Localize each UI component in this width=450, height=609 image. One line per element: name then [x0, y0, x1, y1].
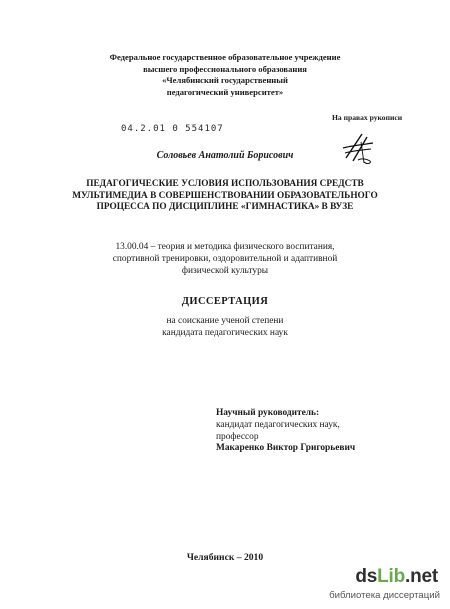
institution-line-1: Федеральное государственное образовательное учреждение: [109, 52, 341, 62]
author-name: Соловьев Анатолий Борисович: [156, 150, 294, 161]
logo-net: .net: [405, 566, 438, 587]
degree-line-2: кандидата педагогических наук: [162, 328, 288, 338]
supervisor-name: Макаренко Виктор Григорьевич: [216, 443, 356, 454]
degree-line-1: на соискание ученой степени: [166, 316, 284, 326]
specialty-line-2: спортивной тренировки, оздоровительной и адаптивной: [112, 254, 338, 264]
institution-line-2: высшего профессионального образования: [143, 63, 307, 74]
specialty-line-1: 13.00.04 – теория и методика физического воспитания,: [115, 242, 335, 252]
rights-label: На правах рукописи: [332, 113, 403, 122]
stamp-number: 04.2.01 0 554107: [121, 124, 224, 134]
specialty-block: [0, 241, 450, 277]
title-line-1: ПЕДАГОГИЧЕСКИЕ УСЛОВИЯ ИСПОЛЬЗОВАНИЯ СРЕДСТВ: [86, 179, 364, 189]
supervisor-degree: кандидат педагогических наук,: [216, 419, 340, 430]
supervisor-heading: Научный руководитель:: [216, 408, 320, 418]
specialty-line-3: физической культуры: [181, 266, 269, 276]
supervisor-title: профессор: [216, 431, 259, 442]
degree-block: [0, 315, 450, 339]
city-year: Челябинск – 2010: [186, 552, 264, 563]
dissertation-title: [0, 179, 450, 214]
document-type: ДИССЕРТАЦИЯ: [181, 296, 269, 307]
institution-line-4: педагогический университет»: [166, 86, 284, 97]
dslib-logo[interactable]: [355, 566, 438, 588]
institution-header: [0, 52, 450, 98]
title-line-3: ПРОЦЕССА ПО ДИСЦИПЛИНЕ «ГИМНАСТИКА» В ВУЗЕ: [96, 202, 354, 212]
supervisor-block: [216, 408, 355, 455]
signature-icon: [340, 128, 376, 168]
logo-lib: Lib: [377, 566, 406, 587]
institution-line-3: «Челябинский государственный: [162, 75, 288, 85]
dslib-watermark[interactable]: [300, 566, 446, 604]
watermark-tagline: библиотека диссертаций: [329, 590, 440, 601]
title-line-2: МУЛЬТИМЕДИА В СОВЕРШЕНСТВОВАНИИ ОБРАЗОВАТЕЛЬНОГО: [72, 190, 378, 201]
logo-ds: ds: [355, 566, 378, 587]
handwritten-signature: [340, 128, 376, 168]
